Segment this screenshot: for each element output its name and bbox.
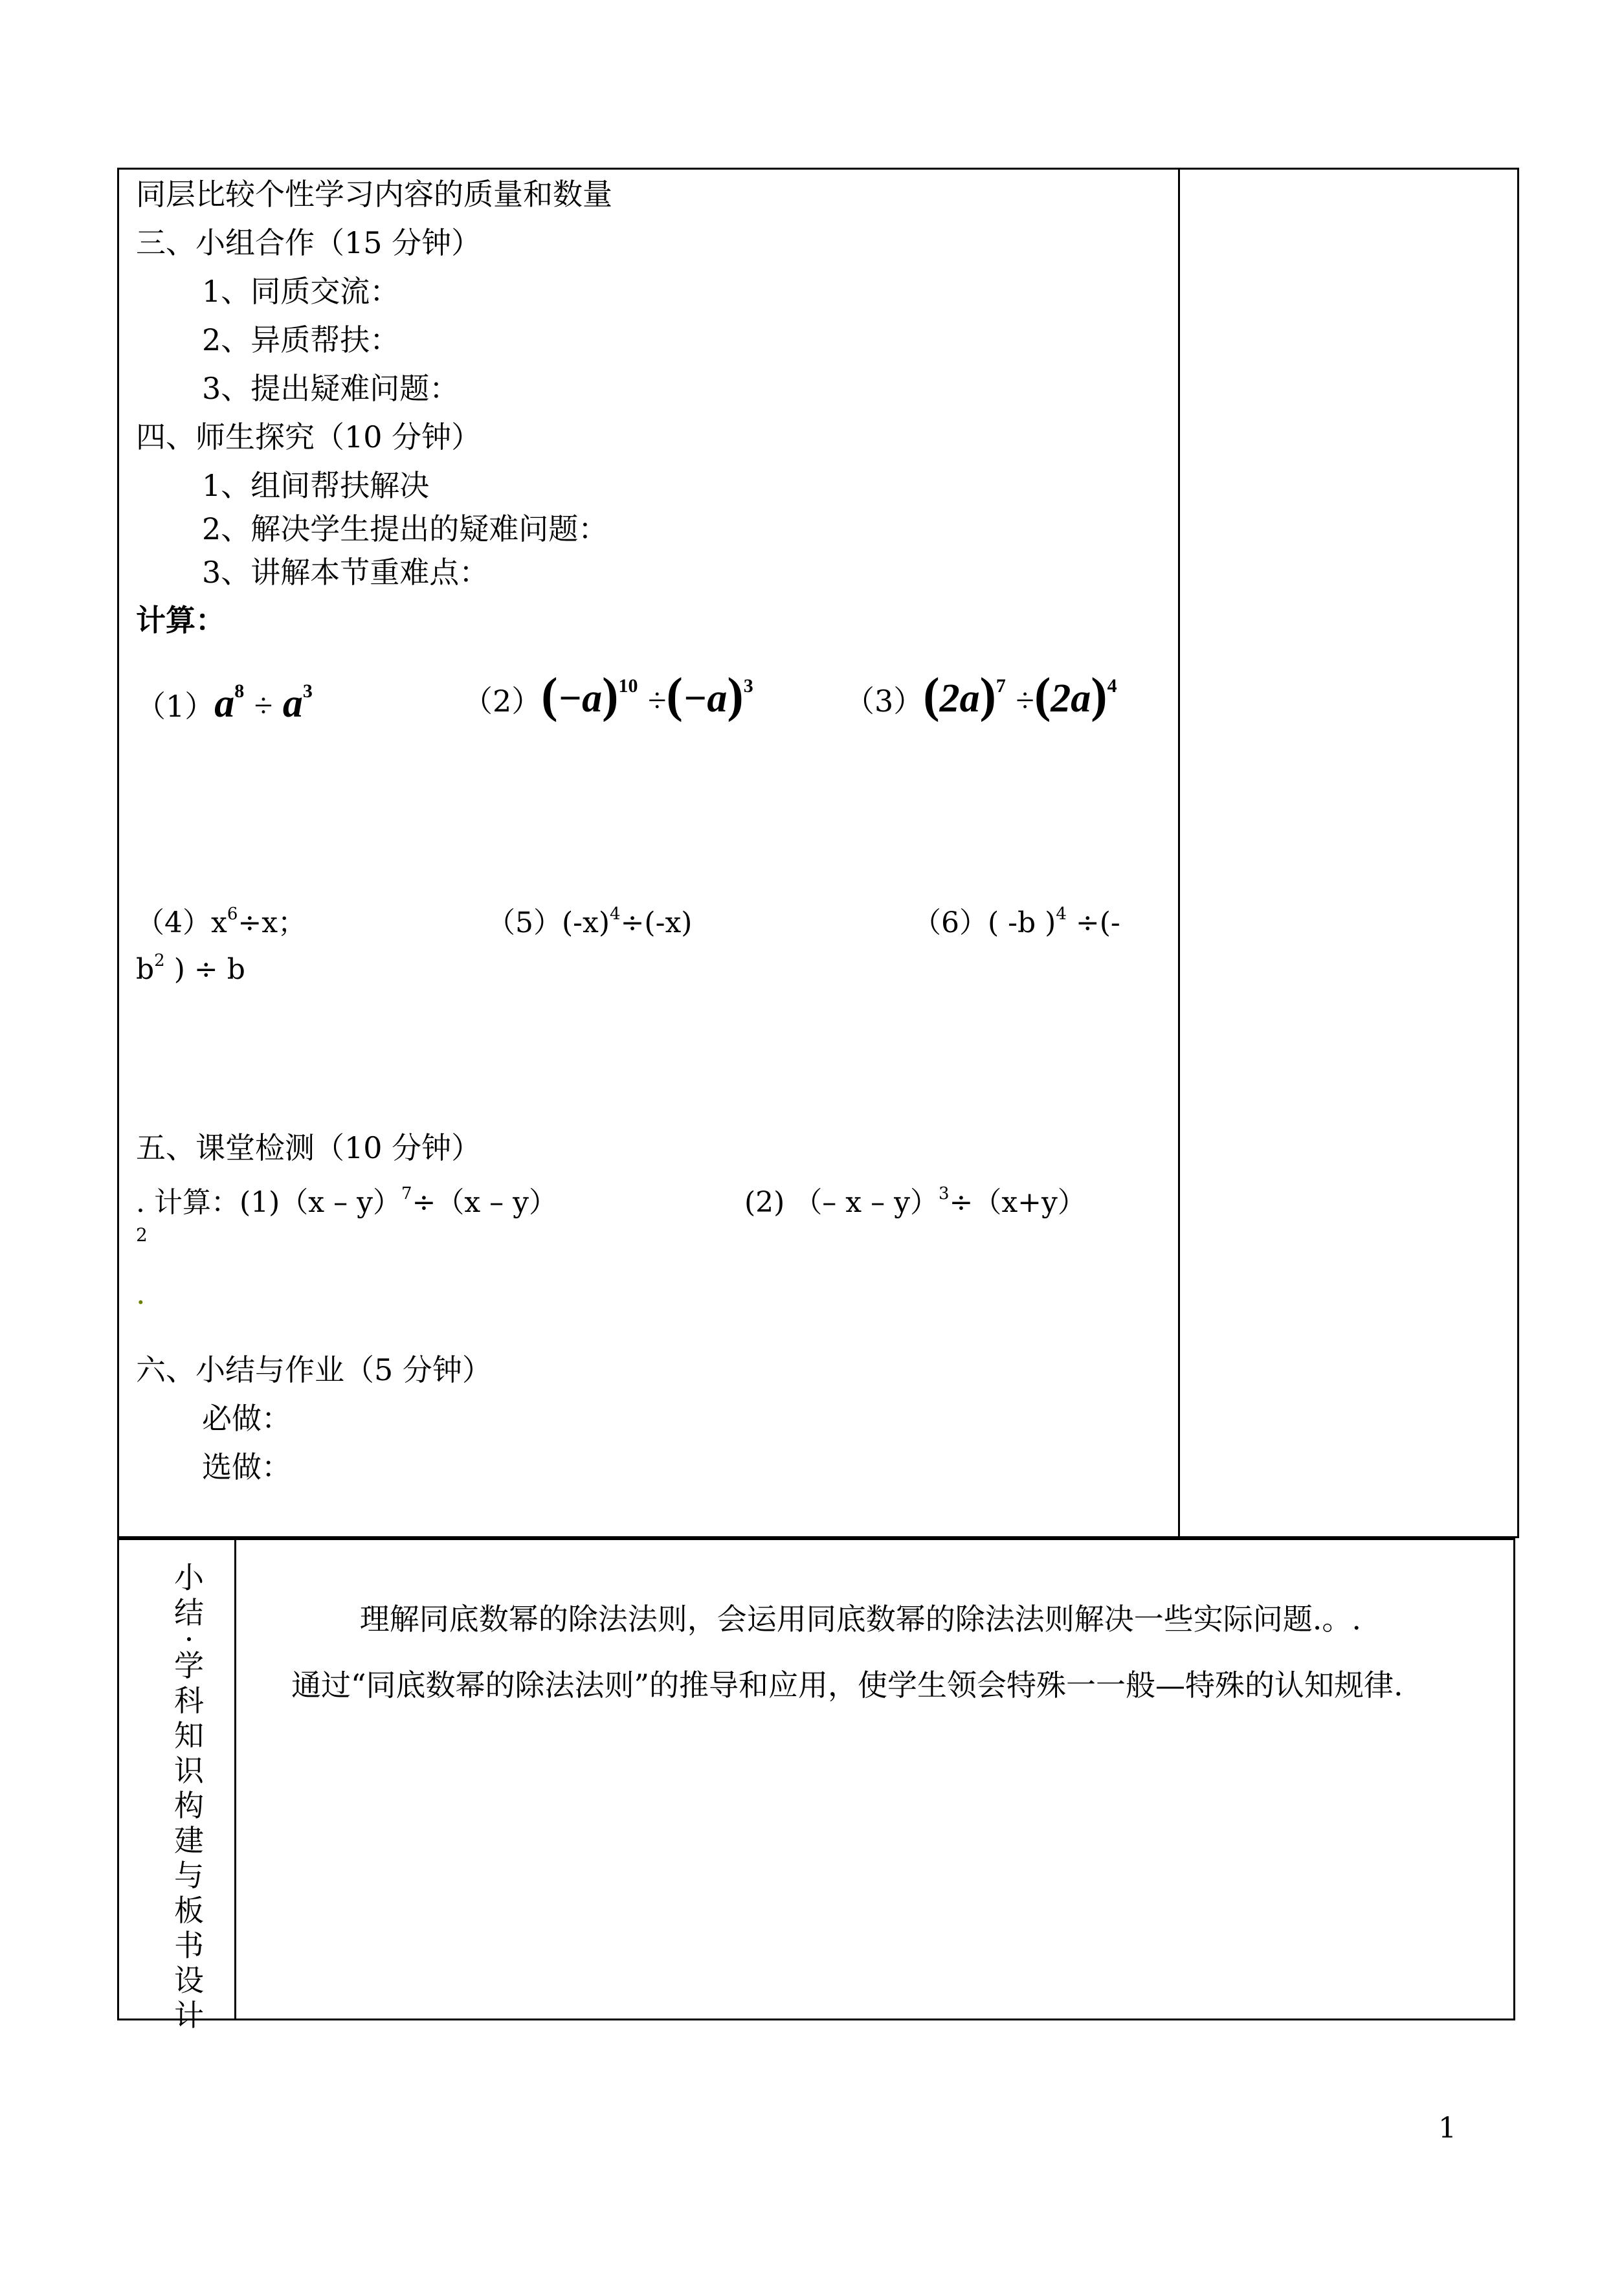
side-label-char: · xyxy=(184,1622,194,1657)
side-label-char: 学 xyxy=(174,1648,204,1683)
side-label-char: 计 xyxy=(174,1998,204,2033)
problem-6-exp: 4 xyxy=(1056,904,1067,924)
side-label-char: 科 xyxy=(174,1683,204,1718)
problem-6 xyxy=(913,896,1120,941)
section-5-calc-a-text: . 计算：(1)（x – y） xyxy=(136,1186,401,1219)
side-label-char: 小 xyxy=(174,1560,204,1595)
problem-2-exp-2: 3 xyxy=(743,675,753,697)
section-5-calc-b xyxy=(744,1176,1086,1221)
page-number: 1 xyxy=(1438,2112,1456,2145)
problem-1-label: （1） xyxy=(136,689,215,724)
summary-para-1: 理解同底数幂的除法法则，会运用同底数幂的除法法则解决一些实际问题.。. xyxy=(359,1602,1362,1637)
section-3-title: 三、小组合作（15 分钟） xyxy=(136,225,482,260)
problem-3-exp-1: 7 xyxy=(996,675,1006,697)
problem-4-rest: ÷x； xyxy=(238,906,307,939)
section-5-calc-b-exp-wrapped: 2 xyxy=(136,1224,148,1246)
side-label-char: 板 xyxy=(174,1893,204,1928)
problem-6-continued xyxy=(136,943,245,988)
side-label-char: 与 xyxy=(174,1858,204,1893)
problem-1-base-1: a xyxy=(214,682,235,726)
side-label-char: 识 xyxy=(174,1753,204,1788)
problem-6-cont-text: b xyxy=(136,953,155,986)
problem-4 xyxy=(136,896,306,941)
problem-3: $(3)(2a)^7 \div(2a)^4$ xyxy=(845,668,1117,722)
problem-1 xyxy=(136,673,313,724)
problem-3-exp-2: 4 xyxy=(1107,675,1117,697)
problem-6-cont-rest: ) ÷ b xyxy=(164,953,245,986)
section-4-item-1: 1、组间帮扶解决 xyxy=(202,468,430,503)
section-4-item-3: 3、讲解本节重难点： xyxy=(202,555,489,590)
side-label-char: 结 xyxy=(174,1595,204,1630)
problem-6-rest: ÷(- xyxy=(1066,906,1120,939)
problem-2-operator: ÷ xyxy=(647,682,667,719)
problem-5-text: （5）(-x) xyxy=(487,906,610,939)
section-6-optional: 选做： xyxy=(202,1449,291,1484)
problem-2-base-2: −a xyxy=(682,677,728,721)
section-6-required: 必做： xyxy=(202,1401,291,1436)
problem-6-cont-exp: 2 xyxy=(154,951,165,970)
upper-table-column-divider xyxy=(1178,170,1180,1536)
section-5-calc-a-rest: ÷（x – y） xyxy=(412,1186,558,1219)
problem-5-exp: 4 xyxy=(610,904,621,924)
problem-3-base-1: 2a xyxy=(939,677,980,721)
problem-2-label: （2） xyxy=(463,684,542,719)
problem-4-exp: 6 xyxy=(227,904,238,924)
section-5-calc-a xyxy=(136,1176,557,1221)
section-4-item-2: 2、解决学生提出的疑难问题： xyxy=(202,511,608,546)
problem-1-exp-2: 3 xyxy=(302,680,313,702)
problem-3-operator: ÷ xyxy=(1016,682,1034,719)
problem-4-text: （4）x xyxy=(136,906,227,939)
problem-1-base-2: a xyxy=(282,682,303,726)
problem-1-operator: ÷ xyxy=(254,688,273,724)
calc-label: 计算： xyxy=(136,603,225,638)
section-5-calc-b-rest: ÷（x+y） xyxy=(949,1186,1086,1219)
problem-5 xyxy=(487,896,692,941)
section-5-calc-b-exp: 3 xyxy=(938,1184,950,1203)
problem-1-exp-1: 8 xyxy=(234,680,245,702)
stray-dot: . xyxy=(136,1276,146,1311)
summary-paragraph xyxy=(291,1586,1495,1718)
intro-line: 同层比较个性学习内容的质量和数量 xyxy=(136,177,612,212)
problem-6-text: （6）( -b ) xyxy=(913,906,1056,939)
section-5-calc-a-exp: 7 xyxy=(401,1184,412,1203)
section-3-item-1: 1、同质交流： xyxy=(202,274,400,309)
problem-2-exp-1: 10 xyxy=(618,675,638,697)
side-label-char: 建 xyxy=(174,1823,204,1858)
problem-2-base-1: −a xyxy=(557,677,603,721)
side-label-char: 知 xyxy=(174,1718,204,1753)
side-label-vertical xyxy=(170,1560,208,2033)
problem-3-base-2: 2a xyxy=(1051,677,1091,721)
section-5-title: 五、课堂检测（10 分钟） xyxy=(136,1130,482,1165)
section-5-calc-b-text: (2) （– x – y） xyxy=(744,1186,939,1219)
section-3-item-3: 3、提出疑难问题： xyxy=(202,371,460,406)
section-3-item-2: 2、异质帮扶： xyxy=(202,322,400,357)
problem-2: $(2)(-a)^{10} \div(-a)^3$ xyxy=(463,668,753,722)
problem-5-rest: ÷(-x) xyxy=(620,906,693,939)
side-label-char: 设 xyxy=(174,1963,204,1998)
summary-para-2: 通过“同底数幂的除法法则”的推导和应用，使学生领会特殊一一般—特殊的认知规律. xyxy=(291,1668,1403,1703)
side-label-char: 书 xyxy=(174,1928,204,1963)
lower-table-column-divider xyxy=(234,1540,236,2019)
problem-3-label: （3） xyxy=(845,684,924,719)
section-6-title: 六、小结与作业（5 分钟） xyxy=(136,1352,492,1387)
side-label-char: 构 xyxy=(174,1788,204,1823)
section-4-title: 四、师生探究（10 分钟） xyxy=(136,419,482,454)
